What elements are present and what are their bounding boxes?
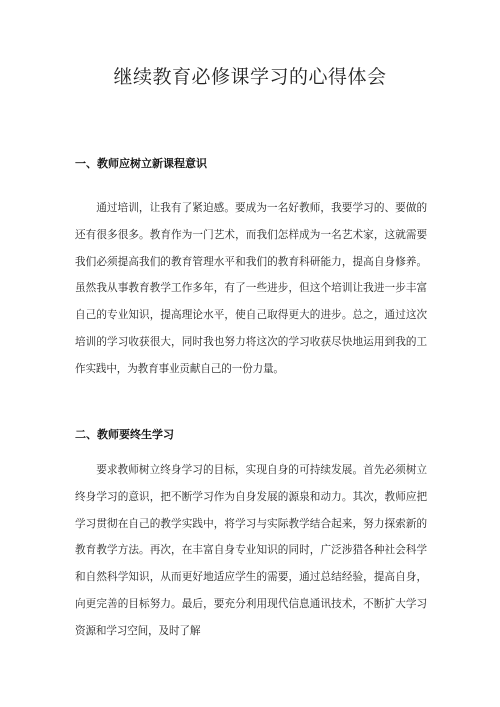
section-heading: 二、教师要终生学习 [75, 428, 174, 441]
document-title: 继续教育必修课学习的心得体会 [113, 66, 387, 88]
section-heading: 一、教师应树立新课程意识 [75, 157, 207, 170]
section-paragraph: 要求教师树立终身学习的目标，实现自身的可持续发展。首先必须树立终身学习的意识，把不断学习作为自身发展的源泉和动力。其次，教师应把学习贯彻在自己的教学实践中，将学习与实际教学结合起来，努力探索新的教育教学方法。再次，在丰富自身专业知识的同时，广泛涉猎各种社会科学和自然科学知识，从而更好地适应学生的需要，通过总结经验，提高自身，向更完善的目标努力。最后，要充分利用现代信息通讯技术，不断扩大学习资源和学习空间，及时了解 [75, 464, 427, 637]
section-paragraph: 通过培训，让我有了紧迫感。要成为一名好教师，我要学习的、要做的还有很多很多。教育作为一门艺术，而我们怎样成为一名艺术家，这就需要我们必须提高我们的教育管理水平和我们的教育科研能力，提高自身修养。虽然我从事教育教学工作多年，有了一些进步，但这个培训让我进一步丰富自己的专业知识，提高理论水平，使自己取得更大的进步。总之，通过这次培训的学习收获很大，同时我也努力将这次的学习收获尽快地运用到我的工作实践中，为教育事业贡献自己的一份力量。 [75, 202, 427, 375]
